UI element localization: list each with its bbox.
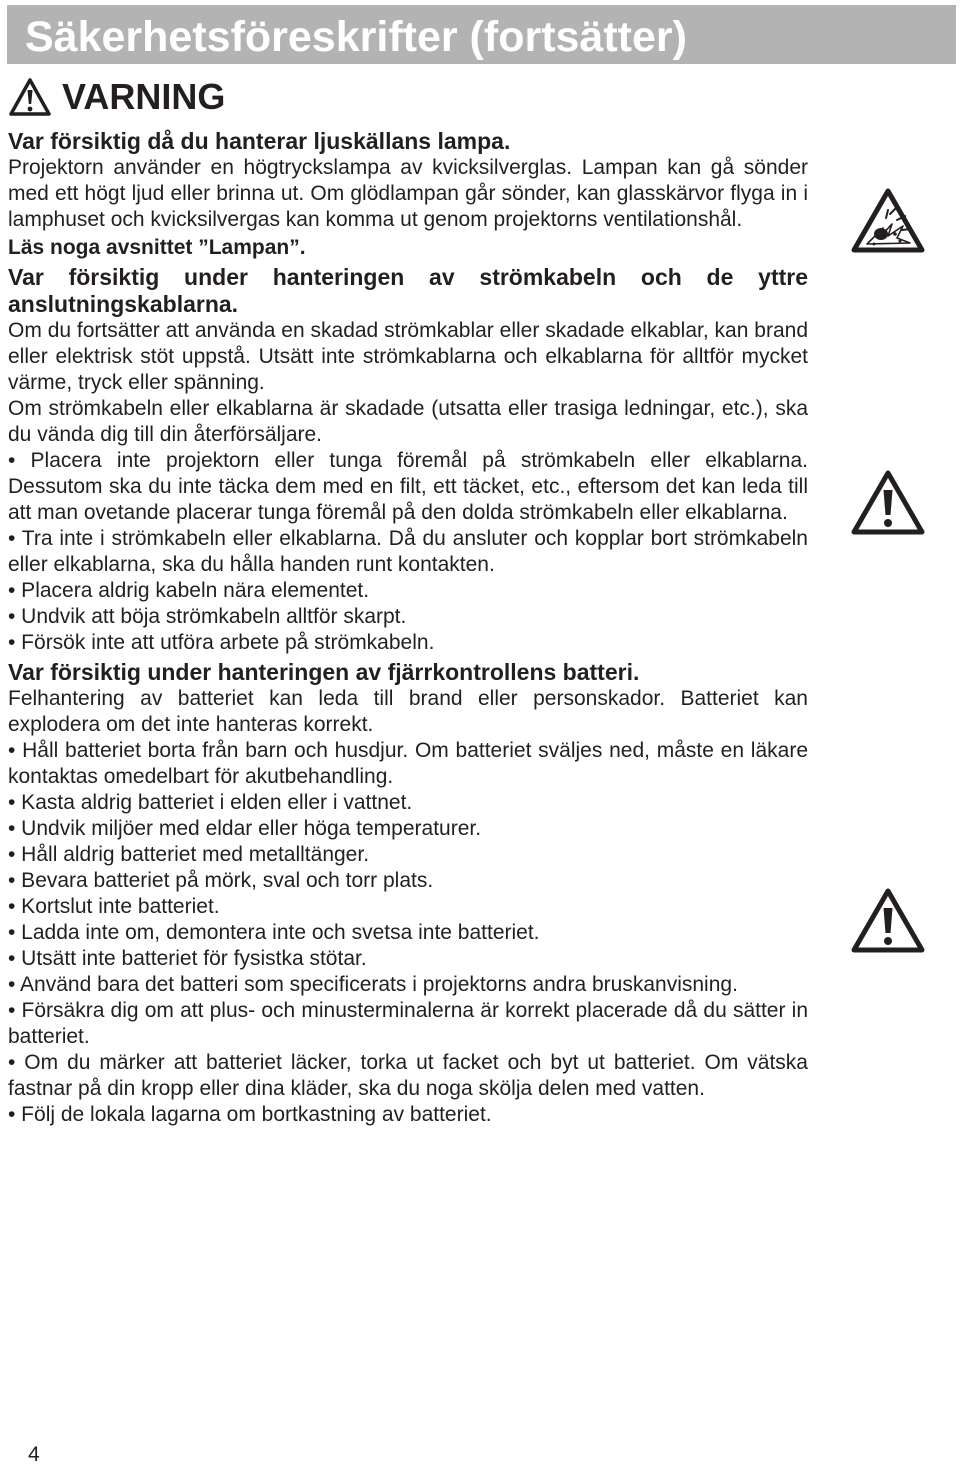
warning-label: VARNING — [62, 76, 226, 117]
cable-bullet-item: • Placera aldrig kabeln nära elementet. — [8, 579, 370, 602]
header-band — [7, 5, 956, 64]
battery-section-title: Var försiktig under hanteringen av fjärrkontrollens batteri. — [8, 659, 640, 685]
battery-paragraph: Felhantering av batteriet kan leda till brand eller personskador. Batteriet kan explodera om det inte hanteras korrekt. — [8, 687, 808, 736]
warning-heading — [8, 76, 225, 118]
cable-paragraph: Om strömkabeln eller elkablarna är skadade (utsatta eller trasiga ledningar, etc.), ska du vända dig till din återförsäljare. — [8, 397, 808, 446]
page-title: Säkerhetsföreskrifter (fortsätter) — [25, 13, 687, 61]
caution-exclamation-icon — [850, 886, 926, 954]
cable-bullet-item: • Tra inte i strömkabeln eller elkablarna. Då du ansluter och kopplar bort strömkabeln eller elkablarna, ska du hålla handen runt kontakten. — [8, 527, 808, 576]
battery-bullet-item: • Kasta aldrig batteriet i elden eller i vattnet. — [8, 791, 413, 814]
battery-bullet-item: • Försäkra dig om att plus- och minusterminalerna är korrekt placerade då du sätter in batteriet. — [8, 999, 808, 1048]
battery-bullet-item: • Använd bara det batteri som specificerats i projektorns andra bruskanvisning. — [8, 973, 738, 996]
cable-bullet-item: • Försök inte att utföra arbete på strömkabeln. — [8, 631, 435, 654]
warning-triangle-icon — [8, 77, 52, 117]
lamp-section-title: Var försiktig då du hanterar ljuskällans lampa. — [8, 128, 511, 154]
cable-paragraph: Om du fortsätter att använda en skadad strömkablar eller skadade elkablar, kan brand eller elektrisk stöt uppstå. Utsätt inte strömkablarna och elkablarna för alltför mycket värme, tryck eller spänning. — [8, 319, 808, 394]
battery-bullet-item: • Undvik miljöer med eldar eller höga temperaturer. — [8, 817, 482, 840]
explosion-hazard-icon — [850, 186, 926, 254]
battery-bullet-item: • Bevara batteriet på mörk, sval och torr plats. — [8, 869, 434, 892]
cable-bullet-item: • Placera inte projektorn eller tunga föremål på strömkabeln eller elkablarna. Dessutom ska du inte täcka dem med en filt, ett täcket, etc., eftersom det kan leda till att man ovetande placerar tunga föremål på den dolda strömkabeln eller elkablarna. — [8, 449, 808, 524]
cable-bullet-item: • Undvik att böja strömkabeln alltför skarpt. — [8, 605, 407, 628]
cable-section-title: Var försiktig under hanteringen av strömkabeln och de yttre anslutningskablarna. — [8, 264, 808, 317]
battery-bullet-item: • Ladda inte om, demontera inte och svetsa inte batteriet. — [8, 921, 540, 944]
caution-exclamation-icon — [850, 468, 926, 536]
battery-bullet-item: • Om du märker att batteriet läcker, torka ut facket och byt ut batteriet. Om vätska fastnar på din kropp eller dina kläder, ska du noga skölja delen med vatten. — [8, 1051, 808, 1100]
page-number: 4 — [28, 1443, 40, 1466]
battery-bullet-item: • Följ de lokala lagarna om bortkastning av batteriet. — [8, 1103, 492, 1126]
warning-content — [8, 128, 808, 1128]
lamp-section-body: Projektorn använder en högtryckslampa av kvicksilverglas. Lampan kan gå sönder med ett högt ljud eller brinna ut. Om glödlampan går sönder, kan glasskärvor flyga in i lamphuset och kvicksilvergas kan komma ut genom projektorns ventilationshål. — [8, 156, 808, 231]
battery-bullet-item: • Håll batteriet borta från barn och husdjur. Om batteriet sväljes ned, måste en läkare kontaktas omedelbart för akutbehandling. — [8, 739, 808, 788]
battery-bullet-item: • Utsätt inte batteriet för fysistka stötar. — [8, 947, 367, 970]
battery-bullet-item: • Håll aldrig batteriet med metalltänger. — [8, 843, 370, 866]
battery-bullet-item: • Kortslut inte batteriet. — [8, 895, 220, 918]
lamp-section-note: Läs noga avsnittet ”Lampan”. — [8, 236, 306, 259]
